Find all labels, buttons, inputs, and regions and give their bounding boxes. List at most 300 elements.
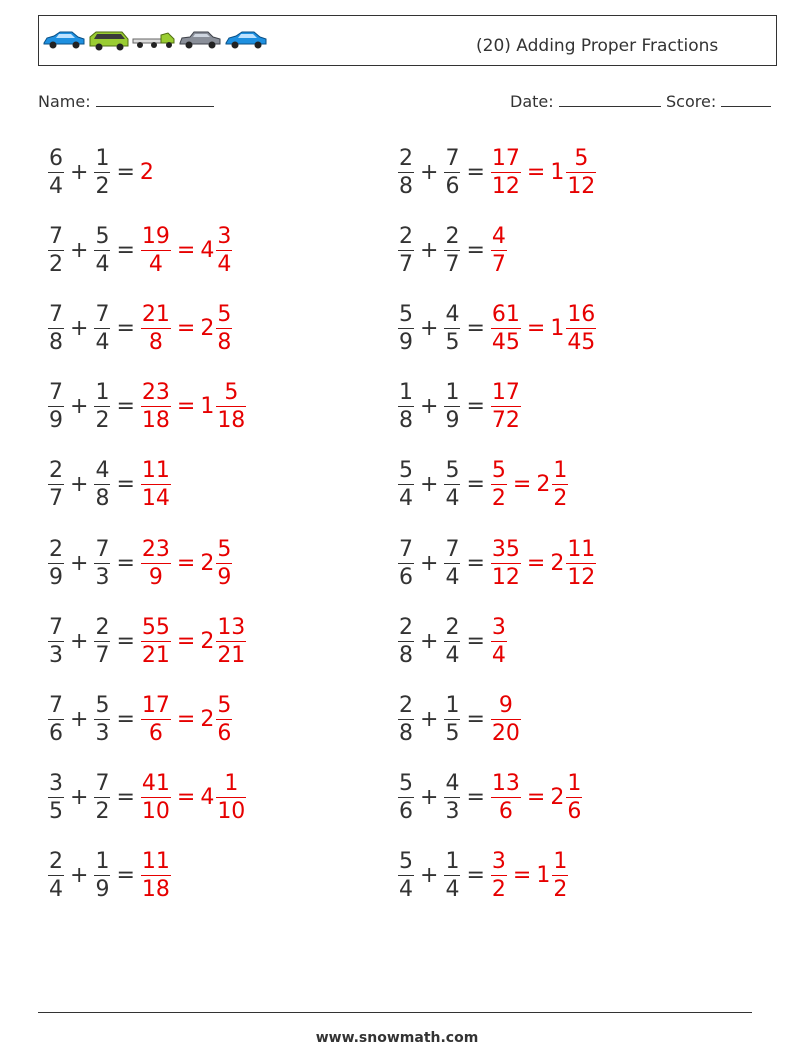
addend-b-numerator: 5 xyxy=(95,223,110,249)
equals-sign: = xyxy=(116,785,135,811)
addend-a-denominator: 8 xyxy=(399,408,413,434)
answer-equals: = xyxy=(526,550,546,576)
answer-equals: = xyxy=(512,863,532,889)
addend-a-denominator: 9 xyxy=(49,564,63,590)
improper-sum-numerator: 17 xyxy=(491,380,520,406)
improper-sum xyxy=(141,379,171,434)
mixed-denominator: 2 xyxy=(553,877,568,903)
answer-equals: = xyxy=(176,628,196,654)
improper-sum-denominator: 21 xyxy=(141,642,170,668)
addend-b xyxy=(94,692,110,747)
addend-b-numerator: 5 xyxy=(95,692,110,718)
improper-sum xyxy=(491,770,521,825)
addend-b-numerator: 1 xyxy=(95,145,110,171)
addend-b xyxy=(444,301,460,356)
addend-b-denominator: 5 xyxy=(445,720,460,746)
improper-sum xyxy=(491,692,521,747)
addend-a xyxy=(48,301,64,356)
mixed-denominator: 6 xyxy=(567,799,582,825)
mixed-fraction xyxy=(552,848,568,903)
improper-sum xyxy=(141,848,171,903)
mixed-numerator: 13 xyxy=(217,614,246,640)
equals-sign: = xyxy=(466,315,485,341)
plus-sign: + xyxy=(70,159,89,185)
plus-sign: + xyxy=(420,472,439,498)
date-field[interactable] xyxy=(510,92,661,111)
problem xyxy=(397,766,583,830)
addend-b-numerator: 2 xyxy=(445,223,460,249)
addend-a xyxy=(48,379,64,434)
answer-equals: = xyxy=(176,394,196,420)
addend-a-denominator: 8 xyxy=(399,642,413,668)
addend-a-denominator: 4 xyxy=(49,173,63,199)
improper-sum-numerator: 55 xyxy=(141,614,170,640)
score-field[interactable] xyxy=(666,92,771,111)
problem xyxy=(47,687,233,751)
addend-b-numerator: 1 xyxy=(445,849,460,875)
mixed-whole: 2 xyxy=(550,785,565,811)
improper-sum xyxy=(141,457,171,512)
footer-divider xyxy=(38,1012,752,1013)
equals-sign: = xyxy=(466,863,485,889)
improper-sum-denominator: 8 xyxy=(148,329,163,355)
problem xyxy=(397,140,597,204)
addend-b xyxy=(444,692,460,747)
mixed-fraction xyxy=(216,614,246,669)
answer xyxy=(490,223,508,278)
problem xyxy=(47,531,233,595)
answer xyxy=(140,848,172,903)
plus-sign: + xyxy=(420,628,439,654)
addend-a-denominator: 9 xyxy=(399,329,413,355)
mixed-numerator: 16 xyxy=(567,301,596,327)
addend-a xyxy=(398,223,414,278)
name-field[interactable] xyxy=(38,92,214,111)
improper-sum xyxy=(141,301,171,356)
addend-a-numerator: 3 xyxy=(49,771,63,797)
mixed-whole: 4 xyxy=(200,785,215,811)
plus-sign: + xyxy=(70,628,89,654)
addend-a-denominator: 6 xyxy=(399,799,413,825)
addend-b-denominator: 4 xyxy=(445,564,460,590)
tow-truck-icon xyxy=(132,30,176,50)
score-blank[interactable] xyxy=(721,92,771,107)
improper-sum-numerator: 9 xyxy=(498,692,513,718)
mixed-numerator: 5 xyxy=(224,380,239,406)
improper-sum-numerator: 13 xyxy=(491,771,520,797)
equals-sign: = xyxy=(116,550,135,576)
mixed-numerator: 1 xyxy=(224,771,239,797)
mixed-denominator: 12 xyxy=(567,564,596,590)
plus-sign: + xyxy=(70,315,89,341)
improper-sum-denominator: 4 xyxy=(148,251,163,277)
plus-sign: + xyxy=(420,315,439,341)
addend-a-numerator: 2 xyxy=(399,223,413,249)
addend-b-denominator: 4 xyxy=(445,486,460,512)
addend-a-denominator: 8 xyxy=(399,173,413,199)
answer xyxy=(140,692,233,747)
addend-b-numerator: 2 xyxy=(95,614,110,640)
addend-a xyxy=(398,145,414,200)
mixed-denominator: 12 xyxy=(567,173,596,199)
improper-sum-denominator: 6 xyxy=(148,720,163,746)
addend-b xyxy=(94,536,110,591)
addend-b-denominator: 4 xyxy=(95,251,110,277)
addend-b xyxy=(444,614,460,669)
addend-a xyxy=(48,848,64,903)
addend-a-numerator: 2 xyxy=(399,614,413,640)
addend-b-denominator: 4 xyxy=(445,877,460,903)
answer xyxy=(140,457,172,512)
mixed-denominator: 21 xyxy=(217,642,246,668)
problem xyxy=(47,453,172,517)
addend-a-numerator: 2 xyxy=(49,849,63,875)
addend-b-denominator: 3 xyxy=(95,720,110,746)
addend-a xyxy=(398,614,414,669)
date-label: Date: xyxy=(510,92,554,111)
improper-sum-denominator: 6 xyxy=(498,799,513,825)
equals-sign: = xyxy=(116,394,135,420)
plus-sign: + xyxy=(70,237,89,263)
answer-equals: = xyxy=(512,472,532,498)
addend-a xyxy=(48,692,64,747)
addend-b-denominator: 4 xyxy=(445,642,460,668)
mixed-whole: 2 xyxy=(550,550,565,576)
addend-b xyxy=(444,536,460,591)
answer xyxy=(140,301,233,356)
mixed-denominator: 4 xyxy=(217,251,232,277)
improper-sum-denominator: 2 xyxy=(491,877,506,903)
improper-sum-denominator: 72 xyxy=(491,408,520,434)
plus-sign: + xyxy=(70,472,89,498)
improper-sum-denominator: 9 xyxy=(148,564,163,590)
addend-b-numerator: 1 xyxy=(445,692,460,718)
addend-a-denominator: 6 xyxy=(49,720,63,746)
equals-sign: = xyxy=(466,785,485,811)
mixed-whole: 2 xyxy=(200,628,215,654)
mixed-fraction xyxy=(566,536,596,591)
addend-b-numerator: 7 xyxy=(445,145,460,171)
addend-a-numerator: 7 xyxy=(49,223,63,249)
improper-sum-denominator: 14 xyxy=(141,486,170,512)
addend-a xyxy=(48,457,64,512)
plus-sign: + xyxy=(420,785,439,811)
plus-sign: + xyxy=(420,706,439,732)
addend-b-denominator: 7 xyxy=(95,642,110,668)
equals-sign: = xyxy=(466,706,485,732)
date-blank[interactable] xyxy=(559,92,661,107)
mixed-fraction xyxy=(566,145,596,200)
addend-b xyxy=(94,614,110,669)
mixed-whole: 2 xyxy=(536,472,551,498)
addend-a xyxy=(398,692,414,747)
problem xyxy=(47,609,247,673)
answer xyxy=(140,379,247,434)
addend-b xyxy=(94,223,110,278)
mixed-whole: 2 xyxy=(200,315,215,341)
improper-sum xyxy=(491,457,507,512)
mixed-whole: 2 xyxy=(200,706,215,732)
addend-b xyxy=(444,770,460,825)
improper-sum xyxy=(141,223,171,278)
improper-sum-denominator: 7 xyxy=(491,251,506,277)
addend-a-numerator: 2 xyxy=(49,458,63,484)
addend-a-denominator: 4 xyxy=(399,486,413,512)
worksheet-title: (20) Adding Proper Fractions xyxy=(476,36,719,56)
equals-sign: = xyxy=(466,628,485,654)
addend-b-numerator: 7 xyxy=(95,771,110,797)
addend-a-numerator: 2 xyxy=(399,145,413,171)
mixed-fraction xyxy=(216,692,232,747)
problem xyxy=(47,375,247,439)
score-label: Score: xyxy=(666,92,717,111)
improper-sum xyxy=(491,301,521,356)
addend-a-numerator: 7 xyxy=(49,614,63,640)
addend-b-denominator: 8 xyxy=(95,486,110,512)
addend-a-denominator: 8 xyxy=(49,329,63,355)
addend-a xyxy=(398,379,414,434)
mixed-whole: 2 xyxy=(200,550,215,576)
answer xyxy=(490,301,597,356)
addend-b-denominator: 2 xyxy=(95,799,110,825)
addend-b-denominator: 3 xyxy=(95,564,110,590)
improper-sum-denominator: 12 xyxy=(491,564,520,590)
improper-sum xyxy=(491,223,507,278)
addend-b-numerator: 1 xyxy=(95,380,110,406)
improper-sum xyxy=(491,379,521,434)
mixed-whole: 1 xyxy=(550,315,565,341)
problem xyxy=(397,218,508,282)
improper-sum-numerator: 23 xyxy=(141,380,170,406)
answer-equals: = xyxy=(176,706,196,732)
addend-a-denominator: 8 xyxy=(399,720,413,746)
improper-sum-denominator: 18 xyxy=(141,877,170,903)
answer-equals: = xyxy=(176,237,196,263)
answer xyxy=(490,770,583,825)
addend-b-numerator: 5 xyxy=(445,458,460,484)
problem xyxy=(47,766,247,830)
answer xyxy=(490,145,597,200)
addend-a xyxy=(398,848,414,903)
problem xyxy=(397,609,508,673)
addend-a xyxy=(48,770,64,825)
addend-b xyxy=(94,145,110,200)
problem xyxy=(47,218,233,282)
addend-b xyxy=(444,848,460,903)
equals-sign: = xyxy=(466,550,485,576)
addend-b xyxy=(444,457,460,512)
equals-sign: = xyxy=(466,159,485,185)
addend-b xyxy=(444,145,460,200)
addend-b-numerator: 7 xyxy=(445,536,460,562)
answer xyxy=(140,223,233,278)
addend-a xyxy=(48,145,64,200)
improper-sum-numerator: 23 xyxy=(141,536,170,562)
answer xyxy=(490,614,508,669)
addend-a xyxy=(48,536,64,591)
addend-b-denominator: 5 xyxy=(445,329,460,355)
improper-sum xyxy=(141,614,171,669)
mixed-numerator: 5 xyxy=(217,692,232,718)
plus-sign: + xyxy=(420,550,439,576)
addend-b-denominator: 2 xyxy=(95,173,110,199)
improper-sum-numerator: 11 xyxy=(141,849,170,875)
improper-sum-denominator: 20 xyxy=(491,720,520,746)
addend-b xyxy=(444,379,460,434)
addend-b-denominator: 2 xyxy=(95,408,110,434)
improper-sum-denominator: 18 xyxy=(141,408,170,434)
mixed-numerator: 11 xyxy=(567,536,596,562)
mixed-numerator: 5 xyxy=(574,145,589,171)
addend-a xyxy=(398,770,414,825)
name-blank[interactable] xyxy=(96,92,214,107)
improper-sum-numerator: 35 xyxy=(491,536,520,562)
improper-sum-numerator: 41 xyxy=(141,771,170,797)
addend-a-denominator: 4 xyxy=(49,877,63,903)
improper-sum xyxy=(141,770,171,825)
addend-b-numerator: 4 xyxy=(445,301,460,327)
answer-equals: = xyxy=(526,785,546,811)
mixed-denominator: 2 xyxy=(553,486,568,512)
addend-a-numerator: 2 xyxy=(399,692,413,718)
plus-sign: + xyxy=(70,863,89,889)
addend-a-numerator: 5 xyxy=(399,771,413,797)
mixed-whole: 1 xyxy=(200,394,215,420)
addend-a-denominator: 4 xyxy=(399,877,413,903)
plus-sign: + xyxy=(420,863,439,889)
addend-a-numerator: 2 xyxy=(49,536,63,562)
plus-sign: + xyxy=(70,550,89,576)
addend-b xyxy=(94,379,110,434)
mixed-whole: 1 xyxy=(550,159,565,185)
improper-sum xyxy=(491,536,521,591)
problem xyxy=(397,375,522,439)
improper-sum-numerator: 17 xyxy=(141,692,170,718)
equals-sign: = xyxy=(466,472,485,498)
addend-a-numerator: 1 xyxy=(399,380,413,406)
improper-sum-denominator: 12 xyxy=(491,173,520,199)
addend-a-numerator: 5 xyxy=(399,849,413,875)
addend-b-numerator: 4 xyxy=(445,771,460,797)
problem xyxy=(397,531,597,595)
improper-sum-numerator: 4 xyxy=(491,223,506,249)
mixed-denominator: 45 xyxy=(567,329,596,355)
grey-sedan-icon xyxy=(178,30,222,50)
equals-sign: = xyxy=(116,315,135,341)
addend-a xyxy=(48,614,64,669)
worksheet-header xyxy=(38,15,777,66)
problem xyxy=(47,844,172,908)
improper-sum xyxy=(491,614,507,669)
answer xyxy=(140,770,247,825)
mixed-numerator: 3 xyxy=(217,223,232,249)
improper-sum xyxy=(141,692,171,747)
addend-b-numerator: 7 xyxy=(95,301,110,327)
improper-sum-denominator: 10 xyxy=(141,799,170,825)
addend-a-denominator: 2 xyxy=(49,251,63,277)
answer xyxy=(140,614,247,669)
name-label: Name: xyxy=(38,92,91,111)
plus-sign: + xyxy=(70,394,89,420)
mixed-fraction xyxy=(216,536,232,591)
improper-sum-numerator: 61 xyxy=(491,301,520,327)
mixed-numerator: 1 xyxy=(567,771,582,797)
car-icons xyxy=(42,30,268,52)
answer-whole: 2 xyxy=(139,159,154,185)
addend-a-denominator: 7 xyxy=(399,251,413,277)
mixed-fraction xyxy=(552,457,568,512)
addend-b xyxy=(94,770,110,825)
addend-a xyxy=(398,457,414,512)
mixed-numerator: 1 xyxy=(553,458,568,484)
answer xyxy=(490,379,522,434)
mixed-denominator: 8 xyxy=(217,329,232,355)
addend-a-denominator: 7 xyxy=(49,486,63,512)
improper-sum xyxy=(141,536,171,591)
mixed-fraction xyxy=(216,223,232,278)
answer-equals: = xyxy=(176,315,196,341)
answer xyxy=(490,536,597,591)
improper-sum-numerator: 3 xyxy=(491,849,506,875)
plus-sign: + xyxy=(420,237,439,263)
improper-sum-numerator: 21 xyxy=(141,301,170,327)
answer-equals: = xyxy=(526,315,546,341)
answer xyxy=(140,160,155,185)
improper-sum-numerator: 5 xyxy=(491,458,506,484)
plus-sign: + xyxy=(70,706,89,732)
improper-sum-denominator: 45 xyxy=(491,329,520,355)
answer-equals: = xyxy=(176,550,196,576)
addend-a-numerator: 5 xyxy=(399,458,413,484)
equals-sign: = xyxy=(466,237,485,263)
addend-b xyxy=(94,301,110,356)
plus-sign: + xyxy=(420,159,439,185)
mixed-whole: 1 xyxy=(536,863,551,889)
addend-b-denominator: 4 xyxy=(95,329,110,355)
equals-sign: = xyxy=(116,159,135,185)
addend-b-denominator: 9 xyxy=(445,408,460,434)
addend-a-numerator: 6 xyxy=(49,145,63,171)
addend-b-denominator: 6 xyxy=(445,173,460,199)
improper-sum-denominator: 4 xyxy=(491,642,506,668)
answer xyxy=(490,692,522,747)
plus-sign: + xyxy=(420,394,439,420)
footer-site: www.snowmath.com xyxy=(315,1030,479,1046)
improper-sum-denominator: 2 xyxy=(491,486,506,512)
mixed-numerator: 5 xyxy=(217,536,232,562)
problem xyxy=(397,296,597,360)
equals-sign: = xyxy=(116,628,135,654)
green-van-icon xyxy=(88,30,130,52)
addend-a xyxy=(48,223,64,278)
equals-sign: = xyxy=(116,863,135,889)
mixed-numerator: 5 xyxy=(217,301,232,327)
mixed-fraction xyxy=(216,770,246,825)
plus-sign: + xyxy=(70,785,89,811)
addend-a-denominator: 5 xyxy=(49,799,63,825)
addend-a-numerator: 5 xyxy=(399,301,413,327)
answer xyxy=(490,848,569,903)
addend-b-numerator: 1 xyxy=(95,849,110,875)
improper-sum-numerator: 3 xyxy=(491,614,506,640)
problem xyxy=(397,453,569,517)
addend-b-numerator: 7 xyxy=(95,536,110,562)
addend-b-denominator: 7 xyxy=(445,251,460,277)
equals-sign: = xyxy=(466,394,485,420)
equals-sign: = xyxy=(116,237,135,263)
problem xyxy=(47,140,155,204)
blue-car-icon xyxy=(224,30,268,50)
